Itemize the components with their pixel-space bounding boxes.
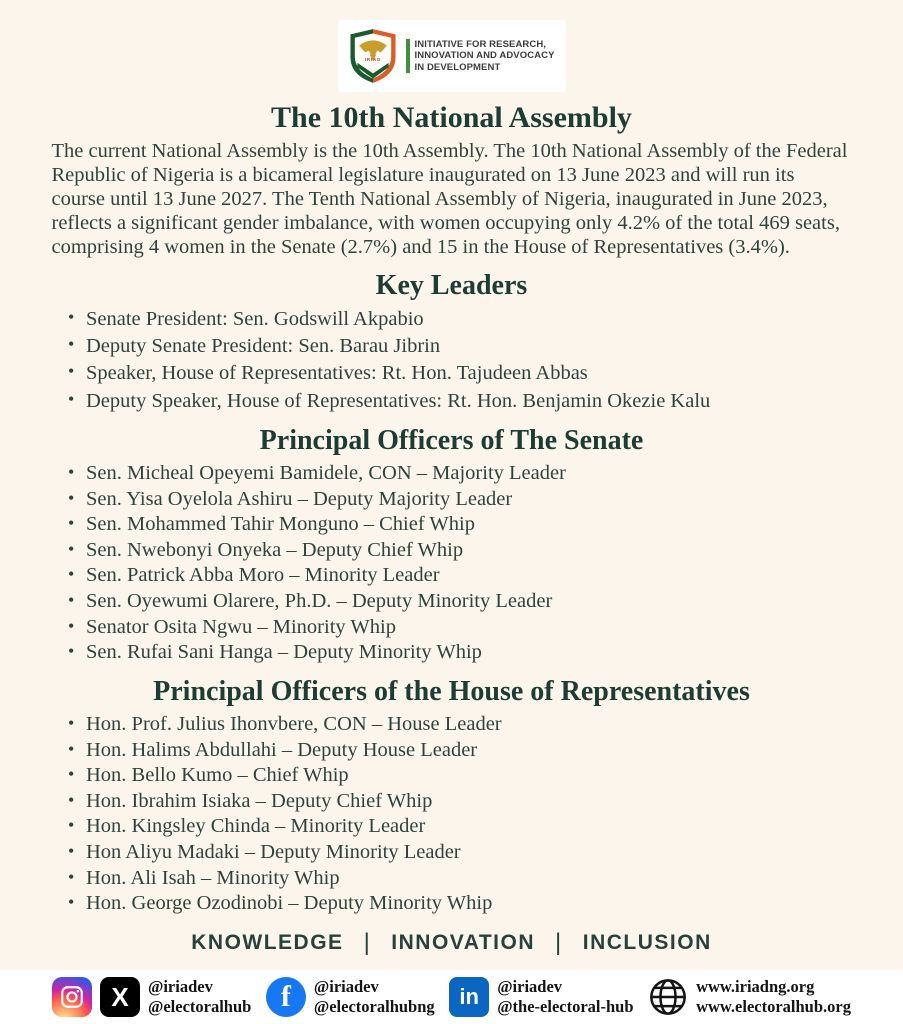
tagline [0, 929, 903, 957]
svg-text:IRIAD: IRIAD [364, 56, 381, 62]
tagline-word-innovation: INNOVATION [391, 930, 536, 954]
social-handle[interactable]: @iriadev [313, 976, 379, 996]
social-group-linkedin[interactable] [449, 977, 633, 1017]
list-item: • Hon Aliyu Madaki – Deputy Minority Leader [60, 840, 860, 866]
section-heading-key-leaders: Key Leaders [375, 269, 528, 301]
senate-officers-list [60, 461, 860, 666]
section-heading-senate: Principal Officers of The Senate [259, 424, 644, 456]
logo-name-block [406, 39, 555, 74]
tagline-separator: | [363, 928, 372, 956]
logo-green-bar [406, 39, 410, 74]
globe-icon[interactable] [648, 977, 688, 1017]
linkedin-icon[interactable]: in [449, 977, 489, 1017]
list-item: • Hon. Ibrahim Isiaka – Deputy Chief Whip [60, 789, 860, 815]
list-item: • Sen. Oyewumi Olarere, Ph.D. – Deputy Minority Leader [60, 589, 860, 615]
list-item: • Sen. Nwebonyi Onyeka – Deputy Chief Whip [60, 538, 860, 564]
tagline-word-knowledge: KNOWLEDGE [191, 930, 344, 954]
social-group-websites[interactable] [648, 977, 851, 1017]
section-heading-house: Principal Officers of the House of Representatives [153, 675, 750, 707]
logo-name-line: INNOVATION AND ADVOCACY [414, 50, 555, 62]
social-group-facebook[interactable] [266, 977, 435, 1017]
list-item: • Senate President: Sen. Godswill Akpabio [60, 306, 860, 333]
x-icon[interactable]: X [100, 977, 140, 1017]
social-handle[interactable]: @iriadev [148, 976, 213, 996]
list-item: • Senator Osita Ngwu – Minority Whip [60, 615, 860, 641]
house-officers-list [60, 712, 860, 917]
tagline-separator: | [555, 928, 563, 956]
logo-name-line: IN DEVELOPMENT [414, 61, 501, 73]
social-group-instagram-x[interactable] [52, 977, 251, 1017]
intro-paragraph: The current National Assembly is the 10th Assembly. The 10th National Assembly of the Federal Republic of Nigeria is a bicameral legislature inaugurated on 13 June 2023 and will run its course until 13 June 2027. The Tenth National Assembly of Nigeria, inaugurated in June 2023, reflects a significant gender imbalance, with women occupying only 4.2% of the total 469 seats, comprising 4 women in the Senate (2.7%) and 15 in the House of Representatives (3.4%). [51, 140, 848, 258]
website-url[interactable]: www.iriadng.org [696, 976, 815, 996]
list-item: • Hon. Halims Abdullahi – Deputy House Leader [60, 738, 860, 764]
list-item: • Deputy Speaker, House of Representatives: Rt. Hon. Benjamin Okezie Kalu [60, 388, 860, 415]
logo-card [338, 20, 566, 92]
logo-name-line: INITIATIVE FOR RESEARCH, [414, 38, 547, 50]
social-footer-bar [0, 970, 903, 1024]
list-item: • Sen. Rufai Sani Hanga – Deputy Minority Whip [60, 640, 860, 666]
list-item: • Hon. Ali Isah – Minority Whip [60, 866, 860, 892]
instagram-icon[interactable] [52, 977, 92, 1017]
list-item: • Hon. Kingsley Chinda – Minority Leader [60, 814, 860, 840]
list-item: • Speaker, House of Representatives: Rt. Hon. Tajudeen Abbas [60, 360, 860, 387]
list-item: • Hon. Prof. Julius Ihonvbere, CON – House Leader [60, 712, 860, 738]
list-item: • Hon. George Ozodinobi – Deputy Minority Whip [60, 891, 860, 917]
list-item: • Hon. Bello Kumo – Chief Whip [60, 763, 860, 789]
social-handle[interactable]: @iriadev [497, 976, 563, 996]
social-handle[interactable]: @the-electoral-hub [497, 997, 634, 1016]
social-handle[interactable]: @electoralhubng [313, 997, 435, 1016]
social-handle[interactable]: @electoralhub [148, 997, 252, 1016]
website-url[interactable]: www.electoralhub.org [696, 997, 851, 1016]
tagline-word-inclusion: INCLUSION [582, 930, 712, 954]
facebook-icon[interactable]: f [266, 977, 306, 1017]
page-title: The 10th National Assembly [271, 101, 632, 134]
list-item: • Sen. Yisa Oyelola Ashiru – Deputy Majority Leader [60, 487, 860, 513]
list-item: • Sen. Mohammed Tahir Monguno – Chief Whip [60, 512, 860, 538]
iriad-shield-icon [347, 27, 399, 85]
list-item: • Sen. Patrick Abba Moro – Minority Leader [60, 563, 860, 589]
key-leaders-list [60, 306, 860, 415]
list-item: • Deputy Senate President: Sen. Barau Jibrin [60, 333, 860, 360]
list-item: • Sen. Micheal Opeyemi Bamidele, CON – Majority Leader [60, 461, 860, 487]
